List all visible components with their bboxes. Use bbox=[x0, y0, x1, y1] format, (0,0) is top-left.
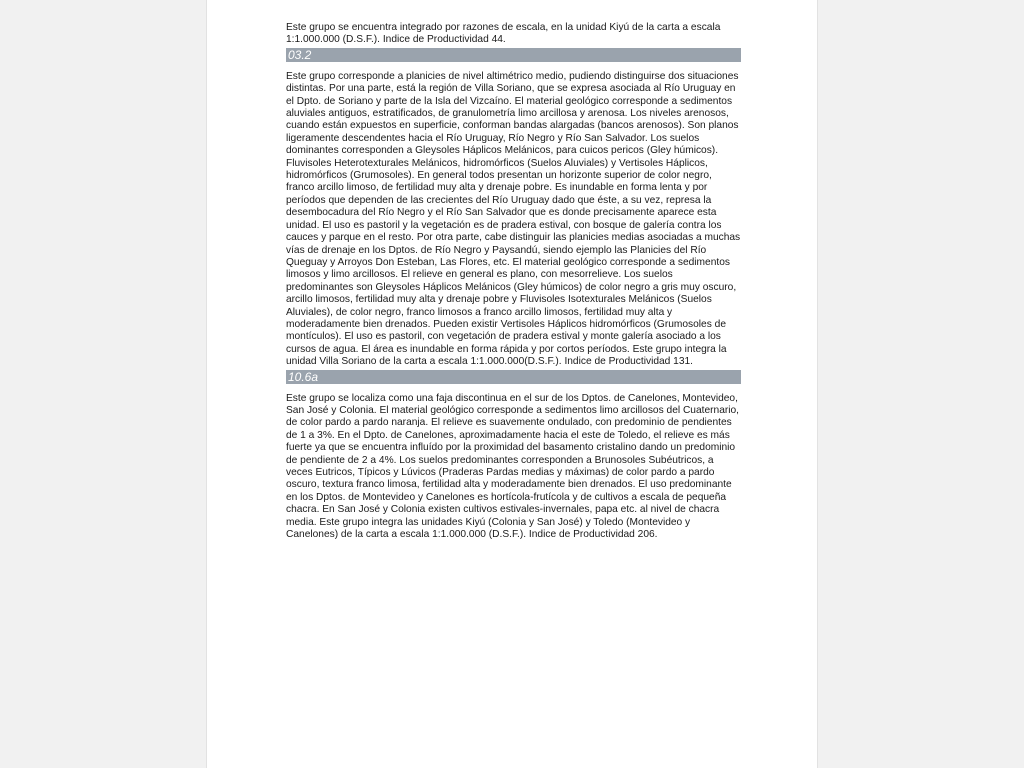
section-header-03-2 bbox=[286, 48, 741, 62]
section-code: 10.6a bbox=[288, 369, 319, 384]
section-body-03-2: Este grupo corresponde a planicies de nivel altimétrico medio, pudiendo distinguirse dos situaciones distintas. Por una parte, está la región de Villa Soriano, que se expresa asociada al Río Uruguay en el Dpto. de Soriano y parte de la Isla del Vizcaíno. El material geológico corresponde a sedimentos aluviales antiguos, estratificados, de granulometría limo arcillosa y arenosa. Los niveles arenosos, cuando están expuestos en superficie, conforman bandas alargadas (bancos arenosos). Son planos ligeramente descendentes hacia el Río Uruguay, Río Negro y Río San Salvador. Los suelos dominantes corresponden a Gleysoles Háplicos Melánicos, para cuicos pericos (Gley húmicos). Fluvisoles Heterotexturales Melánicos, hidromórficos (Suelos Aluviales) y Vertisoles Háplicos, hidromórficos (Grumosoles). En general todos presentan un horizonte superior de color negro, franco arcillo limoso, de fertilidad muy alta y drenaje pobre. Es inundable en forma lenta y por períodos que dependen de las crecientes del Río Uruguay dado que éste, a su vez, represa la desembocadura del Río Negro y el Río San Salvador que es donde precisamente aparece esta unidad. El uso es pastoril y la vegetación es de pradera estival, con bosque de galería contra los cauces y parque en el resto. Por otra parte, cabe distinguir las planicies medias asociadas a muchas vías de drenaje en los Dptos. de Río Negro y Paysandú, siendo ejemplo las Planicies del Río Queguay y Arroyos Don Esteban, Las Flores, etc. El material geológico corresponde a sedimentos limosos y limo arcillosos. El relieve en general es plano, con mesorrelieve. Los suelos predominantes son Gleysoles Háplicos Melánicos (Gley húmicos) de color negro a gris muy oscuro, arcillo limosos, fertilidad muy alta y drenaje pobre y Fluvisoles Isotexturales Melánicos (Suelos Aluviales), de color negro, franco limosos a franco arcillo limosos, fertilidad muy alta y moderadamente bien drenados. Pueden existir Vertisoles Háplicos hidromórficos (Grumosoles de montículos). El uso es pastoril, con vegetación de pradera estival y monte galería asociado a los cursos de agua. El área es inundable en forma rápida y por cortos períodos. Este grupo integra la unidad Villa Soriano de la carta a escala 1:1.000.000(D.S.F.). Indice de Productividad 131. bbox=[286, 70, 741, 368]
intro-paragraph: Este grupo se encuentra integrado por razones de escala, en la unidad Kiyú de la carta a escala 1:1.000.000 (D.S.F.). Indice de Productividad 44. bbox=[286, 22, 721, 46]
section-code: 03.2 bbox=[288, 47, 312, 62]
document-page bbox=[206, 0, 818, 768]
section-body-10-6a: Este grupo se localiza como una faja discontinua en el sur de los Dptos. de Canelones, Montevideo, San José y Colonia. El material geológico corresponde a sedimentos limo arcillosos del Cuaternario, de color pardo a pardo naranja. El relieve es suavemente ondulado, con predominio de pendientes de 1 a 3%. En el Dpto. de Canelones, aproximadamente hacia el este de Toledo, el relieve es más fuerte ya que se encuentra influído por la proximidad del basamento cristalino dando un predominio de pendiente de 2 a 4%. Los suelos predominantes corresponden a Brunosoles Subéutricos, a veces Eutricos, Típicos y Lúvicos (Praderas Pardas medias y máximas) de color pardo a pardo oscuro, textura franco limosa, fertilidad alta y moderadamente bien drenados. El uso predominante en los Dptos. de Montevideo y Canelones es hortícola-frutícola y de cultivos a escala de pequeña chacra. En San José y Colonia existen cultivos estivales-invernales, papa etc. al nivel de chacra media. Este grupo integra las unidades Kiyú (Colonia y San José) y Toledo (Montevideo y Canelones) de la carta a escala 1:1.000.000 (D.S.F.). Indice de Productividad 206. bbox=[286, 392, 740, 541]
section-header-10-6a bbox=[286, 370, 741, 384]
page-content bbox=[286, 22, 741, 541]
